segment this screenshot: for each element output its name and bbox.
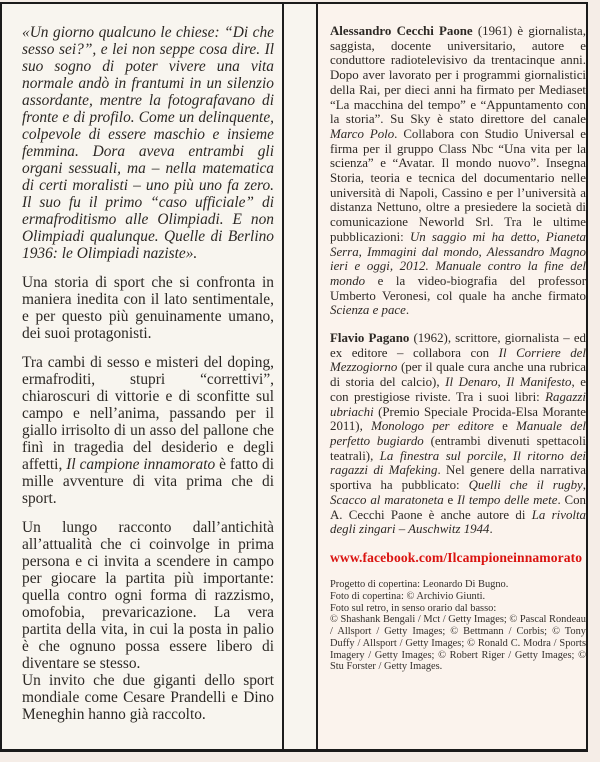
text-segment: (per il quale cura anche una rubrica di storia del calcio), — [330, 360, 586, 390]
paragraph — [330, 24, 586, 318]
text-segment: Ragazzi ubriachi — [330, 389, 586, 419]
credit-line: Progetto di copertina: Leonardo Di Bugno. — [330, 578, 509, 590]
text-segment: Il tempo delle mete — [457, 492, 558, 507]
text-segment: è fatto di mille avventure di vita prima che di sport. — [22, 456, 274, 507]
text-segment: Monologo per editore — [371, 419, 494, 434]
text-segment: . Collabora con Studio Universal e firma per il gruppo Class Nbc “Una vita per la scienza” e “Avatar. Il mondo nuovo”. Insegna Storia, teoria e tecnica del documentario nelle università di Napoli, Cassino e per l’università a distanza Nettuno, oltre a presiedere la società di comunicazione Neworld Srl. Tra le ultime pubblicazioni: — [330, 126, 586, 244]
fold-line-right — [316, 4, 318, 749]
text-segment: e — [443, 492, 458, 507]
paragraph — [330, 331, 586, 537]
paragraph — [22, 24, 274, 262]
text-segment: Una storia di sport che si confronta in maniera inedita con il lato sentimentale, e per questo più genuinamente umano, dei suoi protagonisti. — [22, 274, 274, 342]
text-segment: . Con A. Cecchi Paone è anche autore di — [330, 492, 587, 522]
text-segment: , — [497, 375, 507, 390]
text-segment: (1962), scrittore, giornalista – ed ex editore – collabora con — [330, 331, 587, 360]
credit-line: Foto di copertina: © Archivio Giunti. — [330, 590, 486, 602]
photo-credits: © Shashank Bengali / Mct / Getty Images; © Pascal Rondeau / Allsport / Getty Images; © Bettmann / Corbis; © Tony Duffy / Allsport / Getty Images; © Ronald C. Modra / Sports Imagery / Getty Images; © Robert Riger / Getty Images; © Stu Forster / Getty Images. — [330, 614, 586, 673]
text-segment: Il ritorno dei ragazzi di Mafeking — [330, 448, 586, 478]
text-segment: Il Corriere del Mezzogiorno — [330, 345, 586, 375]
facebook-link[interactable]: www.facebook.com/Ilcampioneinnamorato — [330, 549, 583, 565]
left-column — [22, 24, 274, 723]
text-segment: Quelli che il rugby — [468, 478, 583, 493]
text-segment: Un invito che due giganti dello sport mondiale come Cesare Prandelli e Dino Meneghin hanno già raccolto. — [22, 672, 274, 723]
text-segment: e la video-biografia del professor Umberto Veronesi, col quale ha anche firmato — [330, 273, 586, 303]
text-segment: La finestra sul porcile — [379, 448, 504, 463]
paragraph — [22, 354, 274, 507]
text-segment: Il Manifesto — [506, 375, 572, 390]
text-segment: , — [503, 448, 513, 463]
text-segment: , — [582, 478, 586, 493]
paragraph — [22, 519, 274, 672]
text-segment: . — [489, 522, 493, 537]
book-flap-page — [0, 2, 588, 752]
text-segment: Alessandro Cecchi Paone — [330, 24, 473, 38]
text-segment: Marco Polo — [330, 126, 395, 141]
credits-block — [330, 579, 586, 673]
text-segment: , e con prestigiose riviste. Tra i suoi libri: — [330, 375, 586, 404]
text-segment: La rivolta degli zingari – Auschwitz 1944 — [330, 507, 586, 537]
text-segment: (1961) è giornalista, saggista, docente universitario, autore e conduttore radiotelevisivo da trentacinque anni. Dopo aver lavorato per i programmi giornalistici della Rai, per dieci anni ha firmato per Mediaset “La macchina del tempo” e “Appuntamento con la storia”. Su Sky è stato direttore del canale — [330, 24, 586, 127]
text-segment: . Nel genere della narrativa sportiva ha pubblicato: — [330, 463, 586, 493]
text-segment: Tra cambi di sesso e misteri del doping, ermafroditi, stupri “correttivi”, chiaroscuri di vittorie e di sconfitte sul campo e nell’anima, passando per il giallo irrisolto di un asso del pallone che finì in tragedia del desiderio e degli affetti, — [22, 354, 274, 473]
text-segment: (Premio Speciale Procida-Elsa Morante 2011), — [330, 404, 586, 434]
text-segment: (entrambi divenuti spettacoli teatrali), — [330, 433, 587, 463]
text-segment: Manuale del perfetto bugiardo — [330, 419, 587, 448]
text-segment: Il Denaro — [445, 375, 498, 390]
text-segment: Flavio Pagano — [330, 331, 410, 346]
text-segment: e — [493, 419, 517, 434]
text-segment: Il campione innamorato — [66, 456, 216, 473]
paragraph — [22, 274, 274, 342]
credit-line: Foto sul retro, in senso orario dal basso: — [330, 602, 497, 614]
author-bios — [330, 24, 586, 537]
text-segment: Un saggio mi ha detto, Pianeta Serra, Immagini dal mondo, Alessandro Magno ieri e oggi, 2012. Manuale contro la fine del mondo — [330, 229, 586, 288]
text-segment: . — [405, 303, 410, 318]
paragraph — [22, 672, 274, 723]
text-segment: «Un giorno qualcuno le chiese: “Di che sesso sei?”, e lei non seppe cosa dire. Il suo sogno di poter vivere una vita normale andò in frantumi in un silenzio assordante, mentre la fotografavano di fronte e di profilo. Come un delinquente, colpevole di essere maschio e insieme femmina. Dora aveva entrambi gli organi sessuali, ma – nella matematica di certi moralisti – uno più uno fa zero. Il suo fu il primo “caso ufficiale” di ermafroditismo alle Olimpiadi. E non Olimpiadi qualunque. Quelle di Berlino 1936: le Olimpiadi naziste». — [22, 24, 274, 262]
text-segment: Scienza e pace — [330, 303, 406, 318]
text-segment: Un lungo racconto dall’antichità all’attualità che ci coinvolge in prima persona e ci invita a scendere in campo per giocare la partita più importante: quella contro ogni forma di razzismo, omofobia, prevaricazione. La vera partita della vita, in cui la posta in palio è che ognuno possa essere libero di diventare se stesso. — [22, 519, 274, 672]
text-segment: Scacco al maratoneta — [330, 492, 444, 507]
fold-line-left — [282, 4, 284, 749]
right-column — [330, 24, 586, 673]
